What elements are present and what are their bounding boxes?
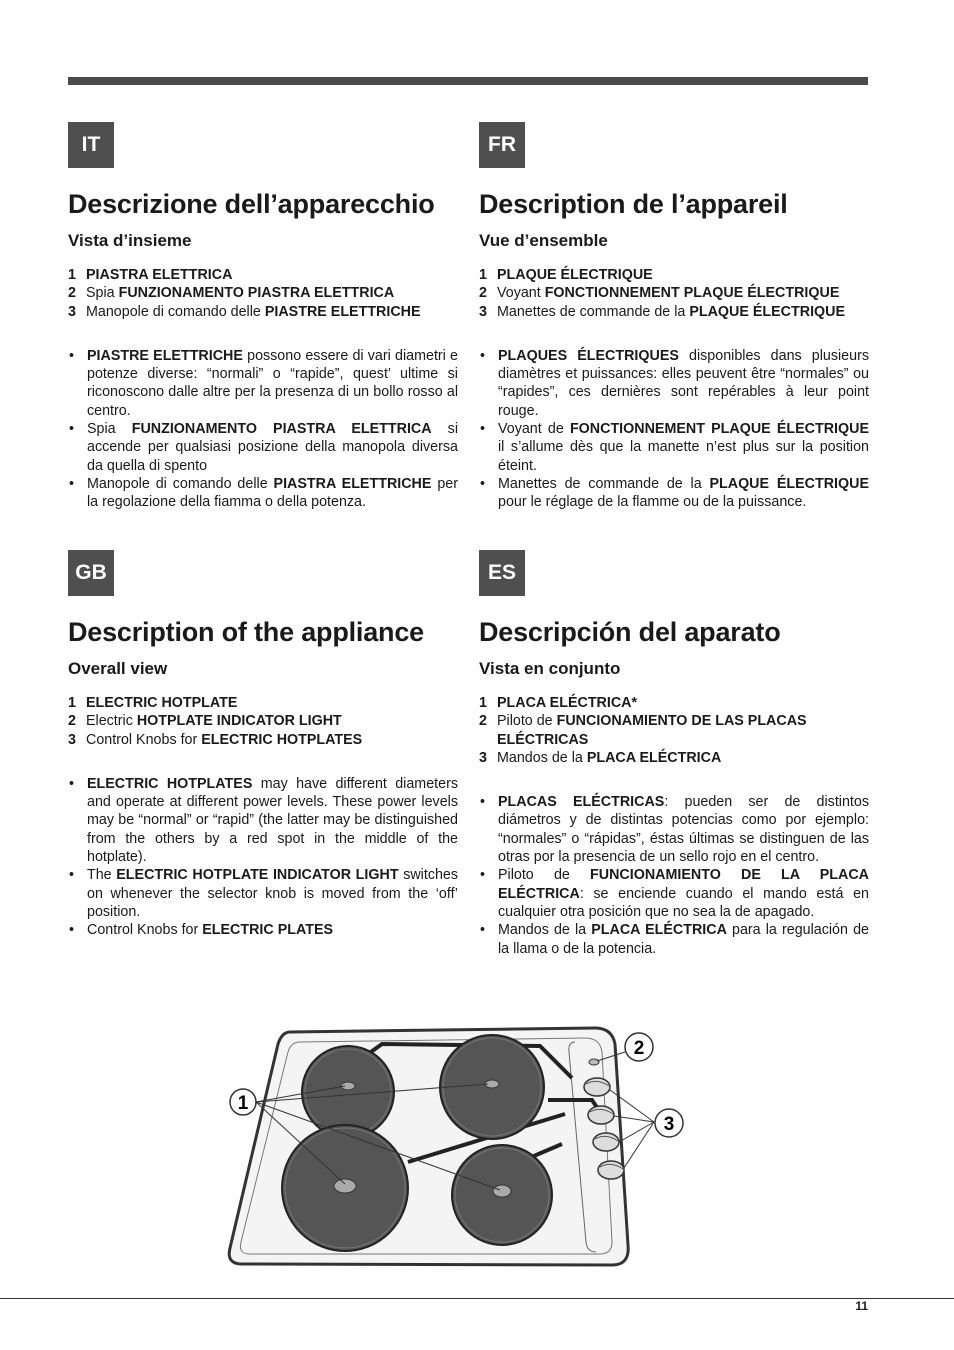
- bullet-text: [87, 475, 458, 512]
- bullet-text-post: switches on whenever the selector knob is moved from the ‘off’ position.: [87, 867, 459, 920]
- bullet-text: [498, 420, 869, 475]
- bullet-item: [479, 921, 869, 958]
- item-text-plain: Manettes de commande de la: [497, 303, 690, 320]
- item-text: [497, 284, 869, 302]
- bullet-text-post: si accende per qualsiasi posizione della manopola diversa da quella di spento: [87, 421, 458, 474]
- bullet-dot-icon: •: [69, 421, 75, 438]
- item-text: [497, 749, 869, 767]
- bullet-item: [479, 475, 869, 512]
- callout-3: [655, 1109, 683, 1137]
- bullet-text: [498, 866, 869, 921]
- item-number: 1: [68, 695, 76, 711]
- section-title: Description de l’appareil: [479, 189, 788, 219]
- parts-list-item: [68, 694, 458, 712]
- item-text-plain: Manopole di comando delle: [86, 303, 265, 320]
- bullet-dot-icon: •: [480, 347, 486, 364]
- bullet-text-bold: FUNCIONAMIENTO DE LA PLACA ELÉCTRICA: [498, 867, 869, 902]
- parts-list: [479, 694, 869, 767]
- bullet-dot-icon: •: [480, 794, 486, 811]
- parts-list-item: [68, 266, 458, 284]
- bullet-text: [498, 921, 869, 958]
- item-text: [86, 731, 458, 749]
- item-text: [497, 694, 869, 712]
- item-number: 3: [68, 731, 76, 748]
- bullet-text-post: disponibles dans plusieurs diamètres et puissances: elles peuvent être “normales” ou “rapides”, ces dernières sont repérables à leur point rouge.: [498, 347, 869, 419]
- hob-outline: [229, 1028, 628, 1265]
- bullet-item: [68, 475, 458, 512]
- bullet-text-pre: The: [87, 867, 117, 884]
- parts-list-item: [68, 712, 458, 730]
- item-text-plain: Piloto de: [497, 713, 557, 730]
- bullet-text-pre: Voyant de: [498, 421, 570, 438]
- item-text-bold: HOTPLATE INDICATOR LIGHT: [136, 713, 342, 730]
- parts-list: [479, 266, 869, 321]
- bullet-text: [87, 866, 458, 921]
- bullet-dot-icon: •: [480, 867, 486, 884]
- bottom-rule: [0, 1298, 954, 1299]
- bullet-text-bold: ELECTRIC PLATES: [202, 922, 334, 939]
- bullet-text-bold: PIASTRE ELETTRICHE: [87, 347, 243, 364]
- item-text: [86, 266, 458, 284]
- item-text: [497, 303, 869, 321]
- parts-list-item: [479, 266, 869, 284]
- section-subtitle: Vista d’insieme: [68, 231, 192, 250]
- bullet-text-pre: Manopole di comando delle: [87, 475, 274, 492]
- bullet-dot-icon: •: [69, 347, 75, 364]
- section-title: Descripción del aparato: [479, 617, 781, 647]
- item-number: 3: [479, 749, 487, 766]
- bullet-text-pre: Piloto de: [498, 867, 591, 884]
- bullet-text-post: : se enciende cuando el mando está en cualquier otra posición que no sea la de apagado.: [498, 885, 869, 920]
- bullet-text-bold: PIASTRA ELETTRICHE: [273, 475, 432, 492]
- item-number: 1: [68, 267, 76, 283]
- language-badge: GB: [68, 550, 114, 596]
- bullet-item: [479, 420, 869, 475]
- callout-1: [230, 1089, 256, 1115]
- item-text-bold: PLAQUE ÉLECTRIQUE: [689, 303, 846, 320]
- bullet-text-post: : pueden ser de distintos diámetros y de distintas potencias como por ejemplo: “normales” o “rápidas”, éstas últimas se distinguen de las otras por la presencia de un sello rojo en el centro.: [498, 794, 869, 866]
- bullet-text-post: per la regolazione della fiamma o della potenza.: [87, 475, 458, 511]
- parts-list-item: [68, 731, 458, 749]
- item-number: 2: [479, 713, 487, 730]
- language-badge: IT: [68, 122, 114, 168]
- bullet-text-bold: ELECTRIC HOTPLATES: [87, 775, 253, 792]
- item-number: 2: [68, 285, 76, 302]
- hotplate-front-right: [452, 1145, 552, 1245]
- bullet-text: [498, 347, 869, 420]
- bullet-dot-icon: •: [69, 475, 75, 492]
- svg-text:2: 2: [633, 1038, 645, 1059]
- item-text: [86, 284, 458, 302]
- indicator-light: [589, 1059, 599, 1065]
- section-subtitle: Vue d’ensemble: [479, 231, 608, 250]
- hob-diagram: [220, 1020, 690, 1275]
- bullet-text-pre: Manettes de commande de la: [498, 475, 710, 492]
- section-it: [68, 122, 458, 512]
- knob-4: [598, 1161, 624, 1179]
- item-text-bold: PIASTRA ELETTRICA: [86, 267, 233, 283]
- callout-2: [625, 1033, 653, 1061]
- section-gb: [68, 550, 458, 940]
- bullet-item: [68, 866, 458, 921]
- item-text-plain: Voyant: [497, 285, 545, 302]
- bullet-text-pre: Spia: [87, 421, 132, 438]
- bullet-text: [87, 775, 458, 866]
- bullet-text: [498, 793, 869, 866]
- section-fr: [479, 122, 869, 512]
- item-text-bold: FONCTIONNEMENT PLAQUE ÉLECTRIQUE: [544, 285, 840, 302]
- bullet-text-bold: PLAQUES ÉLECTRIQUES: [498, 347, 679, 364]
- svg-text:3: 3: [663, 1114, 675, 1135]
- item-text-bold: PLAQUE ÉLECTRIQUE: [497, 267, 653, 283]
- bullet-text: [87, 347, 458, 420]
- bullet-dot-icon: •: [480, 922, 486, 939]
- item-number: 1: [479, 695, 487, 711]
- section-subtitle: Overall view: [68, 659, 168, 678]
- bullet-text-bold: PLACAS ELÉCTRICAS: [498, 794, 665, 811]
- item-text-bold: PIASTRE ELETTRICHE: [264, 303, 421, 320]
- bullet-dot-icon: •: [480, 421, 486, 438]
- parts-list: [68, 266, 458, 321]
- item-text-plain: Electric: [86, 713, 137, 730]
- item-number: 1: [479, 267, 487, 283]
- bullet-text-bold: FUNZIONAMENTO PIASTRA ELETTRICA: [131, 421, 432, 438]
- description-bullets: [479, 347, 869, 512]
- item-text-plain: Spia: [86, 285, 119, 302]
- svg-text:1: 1: [237, 1093, 249, 1114]
- hob-illustration: [220, 1020, 690, 1275]
- bullet-item: [68, 420, 458, 475]
- section-title: Descrizione dell’apparecchio: [68, 189, 435, 219]
- item-text: [86, 712, 458, 730]
- section-es: [479, 550, 869, 958]
- parts-list-item: [479, 284, 869, 302]
- page-number: 11: [855, 1299, 868, 1313]
- knob-1: [584, 1078, 610, 1096]
- bullet-item: [479, 793, 869, 866]
- parts-list-item: [479, 749, 869, 767]
- description-bullets: [68, 347, 458, 512]
- item-number: 3: [479, 303, 487, 320]
- item-text-bold: ELECTRIC HOTPLATES: [201, 731, 363, 748]
- bullet-text-bold: ELECTRIC HOTPLATE INDICATOR LIGHT: [116, 867, 399, 884]
- bullet-text-pre: Control Knobs for: [87, 922, 203, 939]
- bullet-text-post: may have different diameters and operate at different power levels. These power levels may be “normal” or “rapid” (the latter may be distinguished from the others by a red spot in the middle of the hotplate).: [87, 775, 458, 866]
- item-number: 3: [68, 303, 76, 320]
- bullet-item: [68, 347, 458, 420]
- bullet-text-post: para la regulación de la llama o de la potencia.: [498, 922, 869, 957]
- parts-list-item: [68, 303, 458, 321]
- parts-list-item: [479, 694, 869, 712]
- parts-list-item: [68, 284, 458, 302]
- bullet-dot-icon: •: [69, 922, 75, 939]
- item-text-plain: Mandos de la: [497, 749, 587, 766]
- description-bullets: [479, 793, 869, 958]
- section-title: Description of the appliance: [68, 617, 424, 647]
- bullet-dot-icon: •: [69, 775, 75, 792]
- bullet-text-pre: Mandos de la: [498, 922, 592, 939]
- item-text: [86, 694, 458, 712]
- item-text-plain: Control Knobs for: [86, 731, 202, 748]
- section-subtitle: Vista en conjunto: [479, 659, 621, 678]
- parts-list-item: [479, 712, 869, 749]
- bullet-item: [479, 347, 869, 420]
- knob-2: [588, 1106, 614, 1124]
- item-text-bold: PLACA ELÉCTRICA*: [497, 695, 638, 711]
- item-text-bold: FUNCIONAMIENTO DE LAS PLACAS ELÉCTRICAS: [497, 713, 807, 748]
- item-text-bold: ELECTRIC HOTPLATE: [86, 695, 238, 711]
- language-badge: ES: [479, 550, 525, 596]
- bullet-item: [68, 921, 458, 939]
- parts-list: [68, 694, 458, 749]
- bullet-text-post: possono essere di vari diametri e potenze diverse: “normali” o “rapide”, quest’ ultime si riconoscono dalle altre per la presenza di un bollo rosso al centro.: [87, 347, 458, 419]
- item-text: [497, 712, 869, 749]
- item-number: 2: [68, 713, 76, 730]
- bullet-dot-icon: •: [69, 867, 75, 884]
- bullet-text: [87, 921, 458, 939]
- item-text-bold: FUNZIONAMENTO PIASTRA ELETTRICA: [118, 285, 395, 302]
- top-rule: [68, 77, 868, 85]
- item-text-bold: PLACA ELÉCTRICA: [586, 749, 722, 766]
- bullet-text-bold: FONCTIONNEMENT PLAQUE ÉLECTRIQUE: [569, 421, 869, 438]
- bullet-text-post: pour le réglage de la flamme ou de la puissance.: [498, 494, 807, 511]
- bullet-text: [498, 475, 869, 512]
- bullet-item: [68, 775, 458, 866]
- bullet-text-bold: PLAQUE ÉLECTRIQUE: [709, 475, 869, 492]
- bullet-text-post: il s’allume dès que la manette n’est plus sur la position éteint.: [498, 439, 869, 474]
- knob-3: [593, 1133, 619, 1151]
- bullet-dot-icon: •: [480, 475, 486, 492]
- bullet-text: [87, 420, 458, 475]
- item-number: 2: [479, 285, 487, 302]
- item-text: [86, 303, 458, 321]
- description-bullets: [68, 775, 458, 940]
- language-badge: FR: [479, 122, 525, 168]
- parts-list-item: [479, 303, 869, 321]
- bullet-text-bold: PLACA ELÉCTRICA: [591, 922, 727, 939]
- item-text: [497, 266, 869, 284]
- bullet-item: [479, 866, 869, 921]
